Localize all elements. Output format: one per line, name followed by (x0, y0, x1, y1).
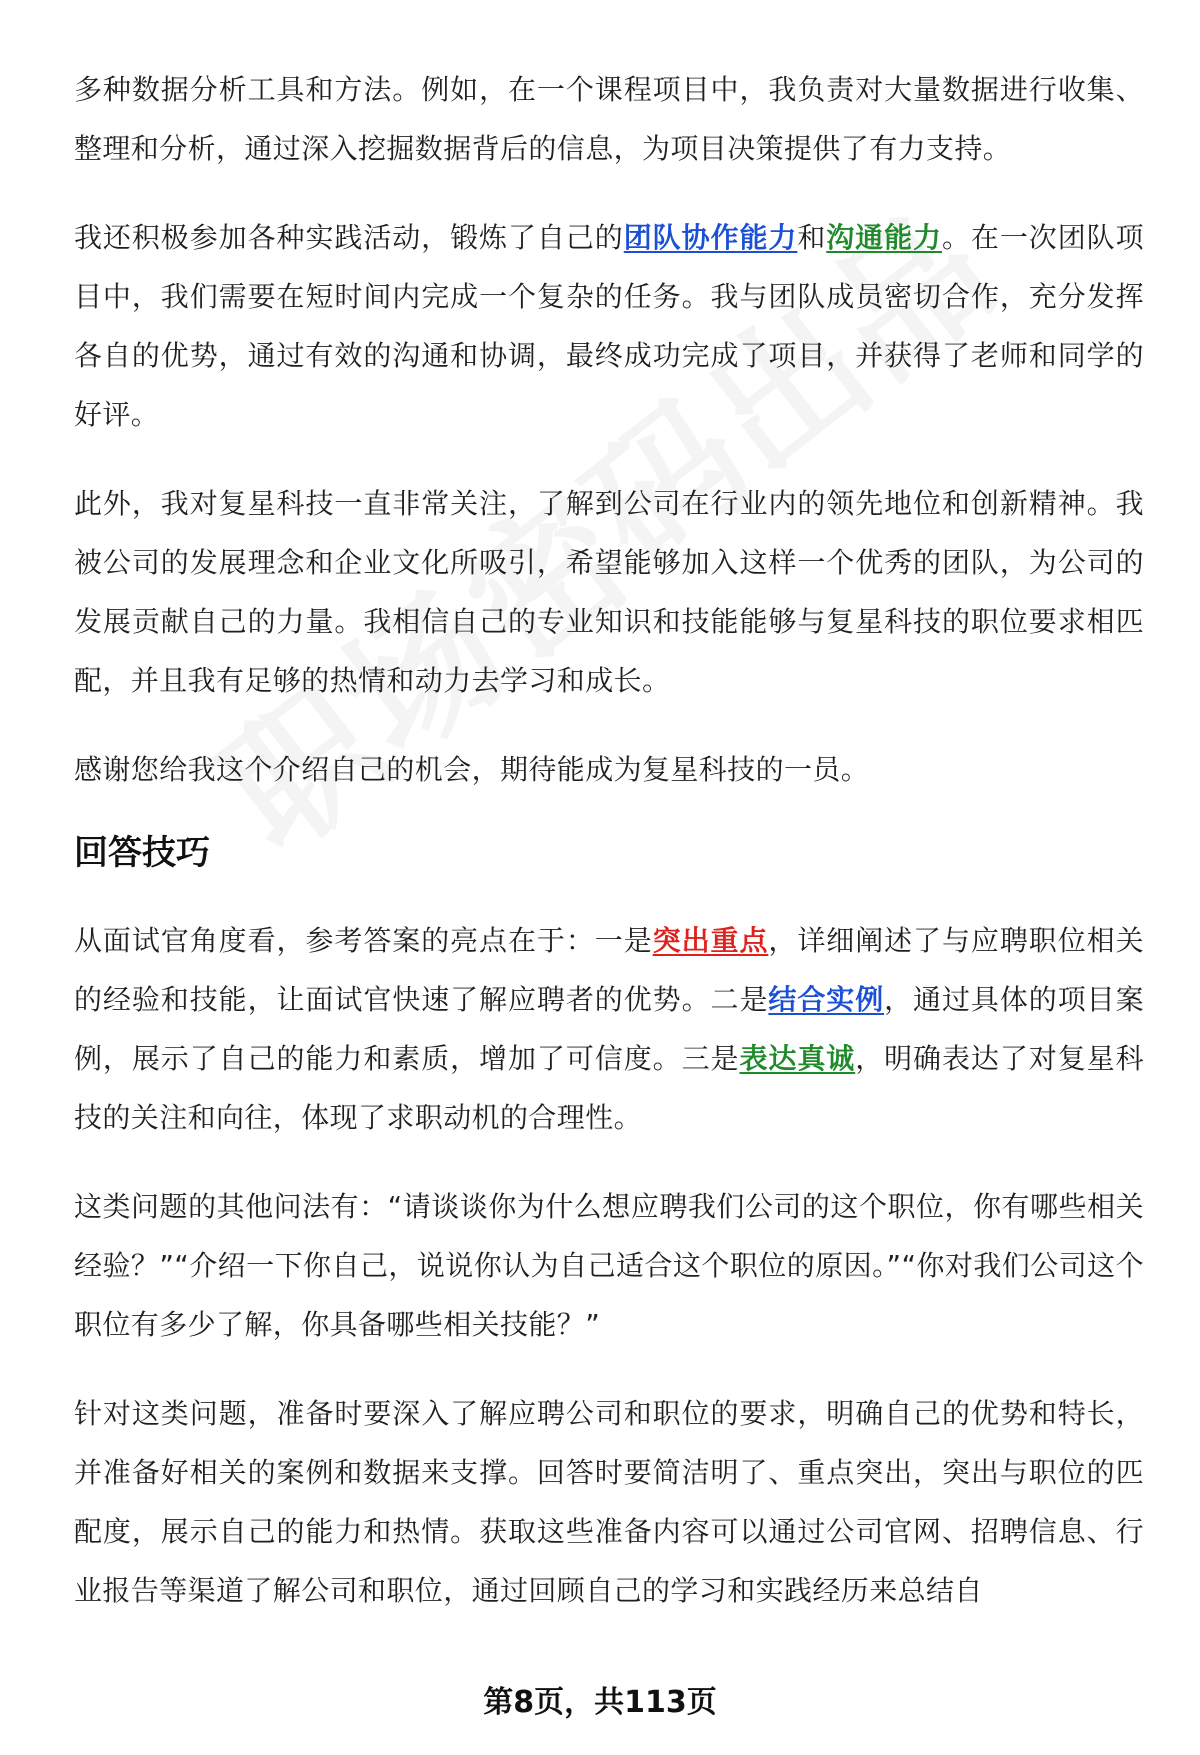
paragraph-thanks: 感谢您给我这个介绍自己的机会，期待能成为复星科技的一员。 (74, 753, 870, 786)
text-segment: 我还积极参加各种实践活动，锻炼了自己的 (74, 221, 624, 254)
highlight-communication: 沟通能力 (826, 221, 942, 254)
text-segment: ，通过具体的项目案例，展示了自己的能力和素质，增加了可信度。三是 (74, 983, 1144, 1075)
highlight-examples: 结合实例 (768, 983, 885, 1016)
paragraph-company-interest: 此外，我对复星科技一直非常关注，了解到公司在行业内的领先地位和创新精神。我被公司的发展理念和企业文化所吸引，希望能够加入这样一个优秀的团队，为公司的发展贡献自己的力量。我相信自己的专业知识和技能能够与复星科技的职位要求相匹配，并且我有足够的热情和动力去学习和成长。 (74, 487, 1144, 697)
page-content (74, 60, 1144, 1650)
text-segment: 和 (797, 221, 827, 254)
text-segment: 。在一次团队项目中，我们需要在短时间内完成一个复杂的任务。我与团队成员密切合作，充分发挥各自的优势，通过有效的沟通和协调，最终成功完成了项目，并获得了老师和同学的好评。 (74, 221, 1144, 431)
text-segment: ，明确表达了对复星科技的关注和向往，体现了求职动机的合理性。 (74, 1042, 1144, 1134)
highlight-team-collaboration: 团队协作能力 (623, 221, 798, 254)
paragraph-other-questions: 这类问题的其他问法有：“请谈谈你为什么想应聘我们公司的这个职位，你有哪些相关经验？”“介绍一下你自己，说说你认为自己适合这个职位的原因。”“你对我们公司这个职位有多少了解，你具备哪些相关技能？” (74, 1190, 1144, 1341)
paragraph-data-analysis: 多种数据分析工具和方法。例如，在一个课程项目中，我负责对大量数据进行收集、整理和分析，通过深入挖掘数据背后的信息，为项目决策提供了有力支持。 (74, 73, 1144, 165)
highlight-sincerity: 表达真诚 (739, 1042, 856, 1075)
section-heading: 回答技巧 (74, 833, 210, 873)
highlight-key-points: 突出重点 (652, 924, 769, 957)
paragraph-interviewer-view (74, 911, 1144, 1147)
text-segment: ，详细阐述了与应聘职位相关的经验和技能，让面试官快速了解应聘者的优势。二是 (74, 924, 1144, 1016)
page-number: 第8页，共113页 (483, 1685, 717, 1720)
paragraph-preparation: 针对这类问题，准备时要深入了解应聘公司和职位的要求，明确自己的优势和特长，并准备好相关的案例和数据来支撑。回答时要简洁明了、重点突出，突出与职位的匹配度，展示自己的能力和热情。获取这些准备内容可以通过公司官网、招聘信息、行业报告等渠道了解公司和职位，通过回顾自己的学习和实践经历来总结自 (74, 1397, 1144, 1607)
text-segment: 从面试官角度看，参考答案的亮点在于：一是 (74, 924, 653, 957)
paragraph-practice-activities (74, 208, 1144, 444)
